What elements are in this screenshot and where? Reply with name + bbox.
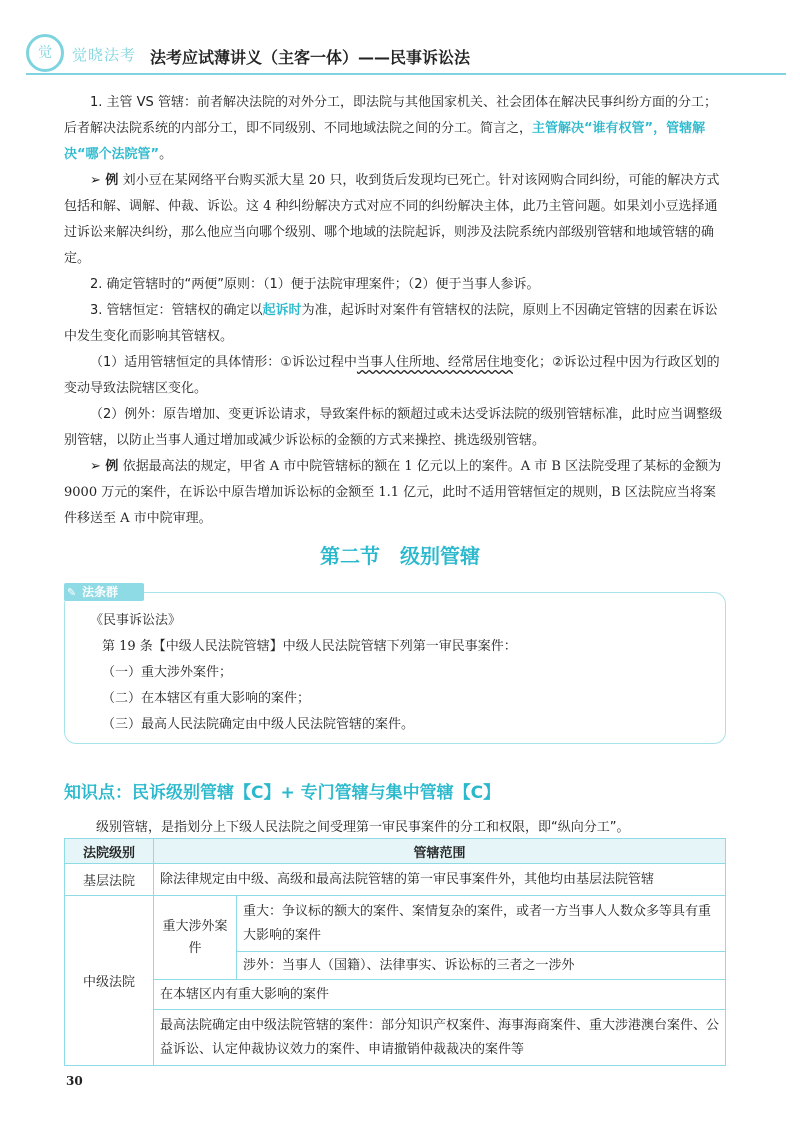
knowledge-point-title: 知识点：民诉级别管辖【C】+ 专门管辖与集中管辖【C】 (64, 783, 501, 803)
paragraph-2: 2. 确定管辖时的“两便”原则：（1）便于法院审理案件；（2）便于当事人参诉。 (90, 277, 540, 292)
brand-logo-icon: 觉 (26, 34, 64, 72)
example-2 (64, 454, 728, 532)
table-header: 法院级别 (65, 839, 154, 864)
p4-text-a: （1）适用管辖恒定的具体情形：①诉讼过程中 (90, 355, 357, 370)
p1-text: 1. 主管 VS 管辖：前者解决法院的对外分工，即法院与其他国家机关、社会团体在解决民事纠纷方面的分工；后者解决法院系统的内部分工，即不同级别、不同地域法院之间的分工。简言之， (64, 95, 717, 136)
sub-category-cell: 重大涉外案件 (154, 896, 237, 980)
law-article: 第 19 条【中级人民法院管辖】中级人民法院管辖下列第一审民事案件： (102, 639, 517, 654)
law-tag (64, 583, 144, 601)
court-level-cell: 中级法院 (65, 896, 154, 1066)
section-title: 第二节 级别管辖 (320, 544, 480, 568)
paragraph-3 (64, 298, 728, 350)
law-content (90, 608, 702, 738)
paragraph-4 (64, 350, 728, 402)
table-row (65, 896, 726, 952)
page-header (0, 0, 800, 80)
scope-cell: 除法律规定由中级、高级和最高法院管辖的第一审民事案件外，其他均由基层法院管辖 (154, 864, 726, 896)
p3-highlight: 起诉时 (262, 303, 302, 318)
scope-cell: 涉外：当事人（国籍）、法律事实、诉讼标的三者之一涉外 (237, 952, 726, 980)
court-level-cell: 基层法院 (65, 864, 154, 896)
example-label: ➢ 例 (90, 173, 119, 188)
law-name: 《民事诉讼法》 (90, 613, 182, 628)
paperclip-icon: ✎ (67, 586, 77, 599)
intro-paragraphs (64, 90, 728, 532)
jurisdiction-table (64, 838, 726, 1066)
table-header: 管辖范围 (154, 839, 726, 864)
table-row (65, 1010, 726, 1066)
p1-end: 。 (159, 147, 173, 162)
table-row (65, 864, 726, 896)
paragraph-5: （2）例外：原告增加、变更诉讼请求，导致案件标的额超过或未达受诉法院的级别管辖标准，此时应当调整级别管辖，以防止当事人通过增加或减少诉讼标的金额的方式来操控、挑选级别管辖。 (64, 407, 723, 448)
scope-cell: 最高法院确定由中级法院管辖的案件：部分知识产权案件、海事海商案件、重大涉港澳台案件、公益诉讼、认定仲裁协议效力的案件、申请撤销仲裁裁决的案件等 (154, 1010, 726, 1066)
example-1-text: 刘小豆在某网络平台购买派大星 20 只，收到货后发现均已死亡。针对该网购合同纠纷，可能的解决方式包括和解、调解、仲裁、诉讼。这 4 种纠纷解决方式对应不同的纠纷解决主体，此乃主管问题。如果刘小豆选择通过诉讼来解决纠纷，那么他应当向哪个级别、哪个地域的法院起诉，则涉及法院系统内部级别管辖和地域管辖的确定。 (64, 173, 720, 266)
law-item: （三）最高人民法院确定由中级人民法院管辖的案件。 (102, 717, 415, 732)
table-header-row (65, 839, 726, 864)
law-item: （二）在本辖区有重大影响的案件； (102, 691, 311, 706)
law-item: （一）重大涉外案件； (102, 665, 233, 680)
example-label: ➢ 例 (90, 459, 119, 474)
example-2-text: 依据最高法的规定，甲省 A 市中院管辖标的额在 1 亿元以上的案件。A 市 B 区法院受理了某标的金额为 9000 万元的案件，在诉讼中原告增加诉讼标的金额至 1.1 亿元，此时不适用管辖恒定的规则，B 区法院应当将案件移送至 A 市中院审理。 (64, 459, 722, 526)
knowledge-point-intro: 级别管辖，是指划分上下级人民法院之间受理第一审民事案件的分工和权限，即“纵向分工”。 (96, 820, 630, 835)
header-divider (26, 73, 786, 75)
book-title: 法考应试薄讲义（主客一体）——民事诉讼法 (150, 48, 471, 67)
p3-text-a: 3. 管辖恒定：管辖权的确定以 (90, 303, 263, 318)
example-1 (64, 168, 728, 272)
p4-wavy-emphasis: 当事人住所地、经常居住地 (356, 355, 513, 370)
law-tag-label: 法条群 (82, 585, 119, 599)
page-number: 30 (66, 1074, 83, 1088)
p1-highlight: 主管解决“谁有权管”，管辖解决“哪个法院管” (64, 121, 706, 162)
brand-name: 觉晓法考 (72, 46, 137, 64)
scope-cell: 重大：争议标的额大的案件、案情复杂的案件，或者一方当事人人数众多等具有重大影响的案件 (237, 896, 726, 952)
scope-cell: 在本辖区内有重大影响的案件 (154, 980, 726, 1010)
p4-text-b: 变化；②诉讼过程中因为行政区划的变动导致法院辖区变化。 (64, 355, 720, 396)
table-row (65, 980, 726, 1010)
p3-text-b: 为准，起诉时对案件有管辖权的法院，原则上不因确定管辖的因素在诉讼中发生变化而影响其管辖权。 (64, 303, 718, 344)
paragraph-1 (64, 90, 728, 168)
